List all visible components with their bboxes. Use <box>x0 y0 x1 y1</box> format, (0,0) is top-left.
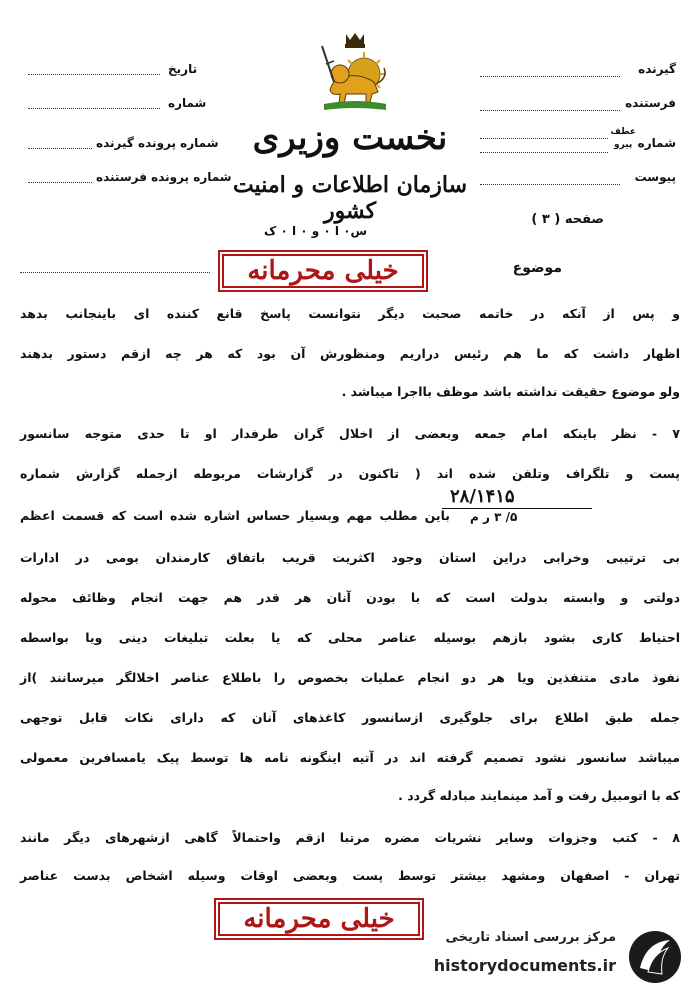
subject-line <box>20 272 210 273</box>
handwritten-underline <box>442 508 592 509</box>
attachment-label: پیوست <box>634 170 676 184</box>
date-line <box>28 74 160 75</box>
recipient-line <box>480 76 620 77</box>
body-line-15: تهران - اصفهان ومشهد بیشتر توسط پست وبعضی اوقات وسیله اشخاص بدست عناصر <box>20 868 680 883</box>
organization-title: سازمان اطلاعات و امنیت کشور <box>232 172 468 224</box>
body-line-7: بی ترتیبی وخرابی دراین استان وجود اکثریت قریب باتفاق کارمندان بومی در ادارات <box>20 550 680 565</box>
number-label: شماره <box>637 136 676 150</box>
lion-and-sun-emblem-icon <box>312 30 398 116</box>
bottom-confidential-stamp: خیلی محرمانه <box>214 898 424 940</box>
top-confidential-stamp: خیلی محرمانه <box>218 250 428 292</box>
sender-label: فرستنده <box>625 96 676 110</box>
body-line-4: ۷ - نظر باینکه امام جمعه وبعضی از اخلال گران طرفدار او تا حدی متوجه سانسور <box>20 426 680 441</box>
body-line-10: نفوذ مادی متنفذین ویا هر دو انجام عملیات بخصوص را باطلاع عناصر اخلالگر میرسانند )از <box>20 670 680 685</box>
recipient-file-label: شماره پرونده گیرنده <box>96 136 219 150</box>
body-line-11: جمله طبق اطلاع برای جلوگیری ازسانسور کاغذهای آنان که دارای نکات قابل توجهی <box>20 710 680 725</box>
attachment-line <box>480 184 620 185</box>
sender-line <box>480 110 620 111</box>
body-line-8: دولتی و وابسته بدولت است که با بودن آنان هر قدر هم جهت انجام وظائف محوله <box>20 590 680 605</box>
watermark-url: historydocuments.ir <box>433 956 616 975</box>
archive-logo-icon <box>626 928 684 986</box>
watermark-name: مرکز بررسی اسناد تاریخی <box>445 930 616 945</box>
reference-label: عطف <box>610 127 636 137</box>
reference-code: س۰ ا ۰ و ۰ ا ۰ ک <box>264 224 368 238</box>
handwritten-report-number: ۲۸/۱۴۱۵ <box>450 486 515 507</box>
handwritten-subnumber: ۵/ ۳ ر م <box>470 510 518 524</box>
body-line-13: که با اتومبیل رفت و آمد مینمایند مبادله گردد . <box>398 788 680 803</box>
page-number: صفحه ( ۳ ) <box>531 212 604 227</box>
body-line-2: اظهار داشت که ما هم رئیس دراریم ومنظورش آن بود که هر چه ازقم دستور بدهند <box>20 346 680 361</box>
body-line-12: میباشد سانسور نشود تصمیم گرفته اند در آتیه اینگونه نامه ها توسط پیک یامسافرین معمولی <box>20 750 680 765</box>
followup-line <box>480 152 608 153</box>
left-number-line <box>28 108 160 109</box>
reference-line <box>480 138 608 139</box>
sender-file-label: شماره پرونده فرستنده <box>96 170 232 184</box>
date-label: تاریخ <box>168 62 198 76</box>
body-line-6: باین مطلب مهم وبسیار حساس اشاره شده است که قسمت اعظم <box>20 508 450 523</box>
reference-sublabels <box>610 126 636 152</box>
body-line-9: احتیاط کاری بشود بازهم بوسیله عناصر محلی که یا بعلت تبلیغات دینی ویا بواسطه <box>20 630 680 645</box>
sender-file-line <box>28 182 92 183</box>
followup-label: پیرو <box>614 140 633 150</box>
recipient-label: گیرنده <box>638 62 676 76</box>
body-line-5: پست و تلگراف وتلفن شده اند ( تاکنون در گزارشات مربوطه ازجمله گزارش شماره <box>20 466 680 481</box>
body-line-1: و پس از آنکه در خاتمه صحبت دیگر نتوانست پاسخ قانع کننده ای باینجانب بدهد <box>20 306 680 321</box>
recipient-file-line <box>28 148 92 149</box>
body-line-14: ۸ - کتب وجزوات وسایر نشریات مضره مرتبا ازقم واحتمالاً گاهی ازشهرهای دیگر مانند <box>20 830 680 845</box>
body-line-3: ولو موضوع حقیقت نداشته باشد موظف بااجرا میباشد . <box>341 384 680 399</box>
prime-ministry-title: نخست وزیری <box>252 118 448 158</box>
left-number-label: شماره <box>168 96 207 110</box>
subject-label: موضوع <box>512 260 562 276</box>
